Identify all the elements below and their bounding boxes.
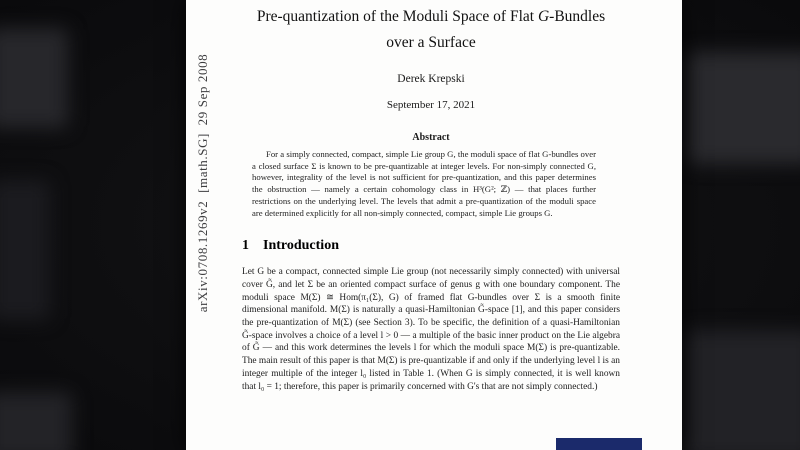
author-name: Derek Krepski [397, 73, 465, 85]
title-text-post: -Bundles [549, 8, 606, 25]
paper-date: September 17, 2021 [386, 99, 476, 111]
paper-content [186, 0, 682, 393]
title-line2: over a Surface [386, 34, 476, 51]
abstract-heading: Abstract [412, 132, 450, 143]
introduction-paragraph: Let G be a compact, connected simple Lie group (not necessarily simply connected) with universal cover G̃, and let Σ be an oriented compact surface of genus g with one boundary component. The moduli space M(Σ) ≅ Hom(π₁(Σ), G) of framed flat G-bundles over Σ is a smooth finite dimensional manifold. M(Σ) is naturally a quasi-Hamiltonian G̃-space [1], and this paper considers the pre-quantization of M(Σ) (see Section 3). To be specific, the definition of a quasi-Hamiltonian G̃-space involves a choice of a level l > 0 — a multiple of the basic inner product on the Lie algebra of G̃ — and this work determines the levels l for which the moduli space M(Σ) is pre-quantizable. The main result of this paper is that M(Σ) is pre-quantizable if and only if the underlying level l is an integer multiple of the integer l₀ listed in Table 1. (When G is simply connected, it is well known that l₀ = 1; therefore, this paper is primarily concerned with G's that are not simply connected.) [242, 267, 620, 392]
arxiv-watermark: arXiv:0708.1269v2 [math.SG] 29 Sep 2008 [195, 53, 210, 313]
abstract-text: For a simply connected, compact, simple Lie group G, the moduli space of flat G-bundles over a closed surface Σ is known to be pre-quantizable at integer levels. For non-simply connected G, however, integrality of the level is not sufficient for pre-quantization, and this paper determines the obstruction — namely a certain cohomology class in H³(G²; ℤ) — that places further restrictions on the underlying level. The levels that admit a pre-quantization of the moduli space are determined explicitly for all non-simply connected, compact, simple Lie groups G. [252, 149, 596, 218]
page-bottom-marker [556, 438, 642, 450]
paper-title [242, 2, 620, 56]
paper-page [186, 0, 682, 450]
title-line1 [242, 4, 620, 30]
background-shape [686, 52, 800, 164]
title-math-g: G [537, 8, 550, 25]
background-shape [0, 28, 68, 128]
section-number: 1 [242, 238, 249, 254]
section-heading [242, 238, 620, 254]
title-text-pre: Pre-quantization of the Moduli Space of Flat [256, 8, 538, 25]
background-shape [0, 392, 72, 450]
section-title: Introduction [263, 238, 339, 254]
background-shape [684, 330, 800, 450]
background-shape [0, 180, 50, 320]
